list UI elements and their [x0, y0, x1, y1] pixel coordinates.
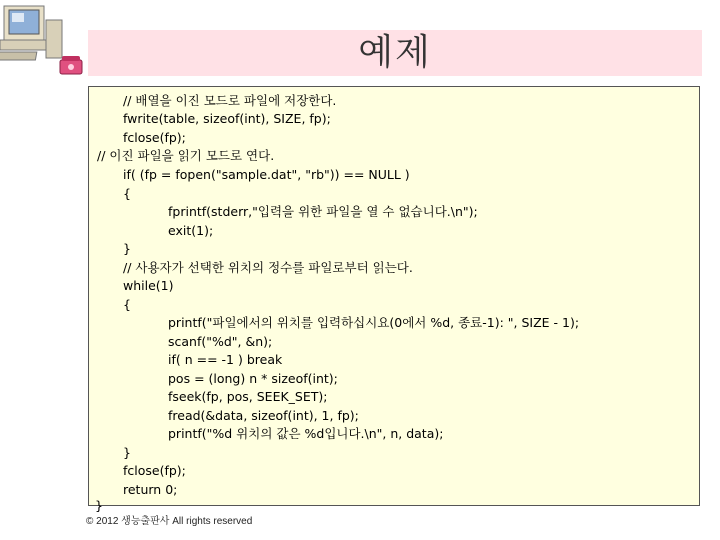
code-line: fclose(fp);	[123, 130, 186, 145]
code-line: // 배열을 이진 모드로 파일에 저장한다.	[123, 93, 337, 108]
computer-clipart-icon	[0, 0, 90, 80]
slide-title: 예제	[358, 32, 432, 73]
code-line: fwrite(table, sizeof(int), SIZE, fp);	[123, 111, 331, 126]
code-line: // 이진 파일을 읽기 모드로 연다.	[97, 148, 275, 163]
code-line: fseek(fp, pos, SEEK_SET);	[168, 389, 328, 404]
code-line: pos = (long) n * sizeof(int);	[168, 371, 338, 386]
code-line: if( n == -1 ) break	[168, 352, 283, 367]
title-bar	[88, 30, 702, 76]
code-line: fprintf(stderr,"입력을 위한 파일을 열 수 없습니다.\n");	[168, 204, 478, 219]
code-line: {	[123, 186, 131, 201]
code-line: printf("%d 위치의 값은 %d입니다.\n", n, data);	[168, 426, 444, 441]
code-line: }	[123, 241, 131, 256]
code-line: return 0;	[123, 482, 178, 497]
code-line: printf("파일에서의 위치를 입력하십시요(0에서 %d, 종료-1): ", SIZE - 1);	[168, 315, 580, 330]
code-line: exit(1);	[168, 223, 214, 238]
code-line: while(1)	[123, 278, 174, 293]
code-line: fclose(fp);	[123, 463, 186, 478]
code-line: // 사용자가 선택한 위치의 정수를 파일로부터 읽는다.	[123, 260, 413, 275]
code-line: scanf("%d", &n);	[168, 334, 273, 349]
code-line: fread(&data, sizeof(int), 1, fp);	[168, 408, 359, 423]
code-line: {	[123, 297, 131, 312]
code-line: }	[123, 445, 131, 460]
code-line: if( (fp = fopen("sample.dat", "rb")) == NULL )	[123, 167, 410, 182]
code-line: }	[95, 498, 103, 513]
copyright-footer: © 2012 생능출판사 All rights reserved	[86, 516, 253, 527]
code-box	[88, 86, 700, 513]
